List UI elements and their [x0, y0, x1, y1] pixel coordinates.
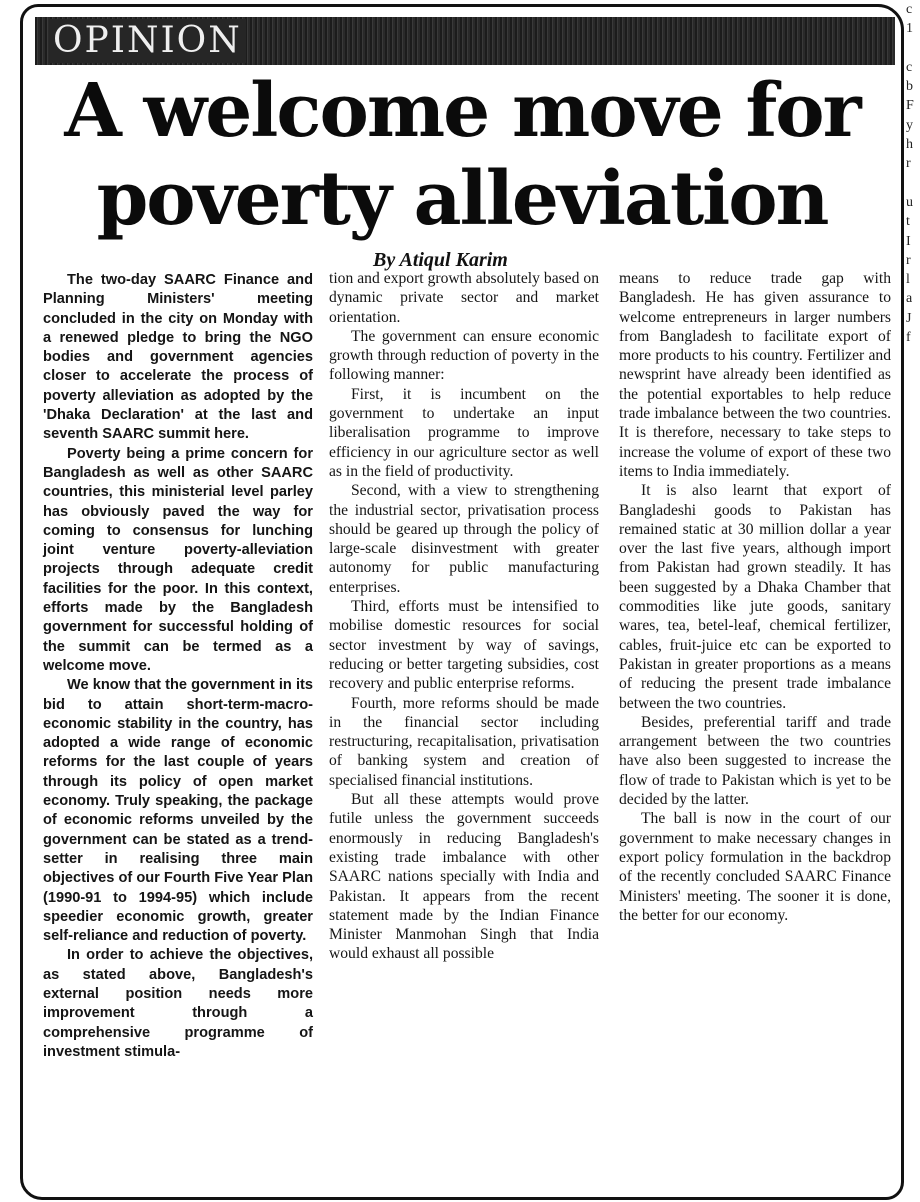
- opinion-article: [20, 4, 904, 1200]
- byline: By Atiqul Karim: [373, 249, 508, 271]
- headline-line-1: A welcome move for: [64, 68, 860, 154]
- paragraph: We know that the government in its bid to attain short-term-macro-economic stability in the country, has adopted a wide range of economic reforms for the last couple of years through its policy of open market economy. Truly speaking, the package of economic reforms unveiled by the government can be stated as a trend-setter in realising three main objectives of our Fourth Five Year Plan (1990-91 to 1994-95) which include speedier economic growth, greater self-reliance and reduction of poverty.: [43, 677, 313, 945]
- paragraph: But all these attempts would prove futile unless the government succeeds enormously in reducing Bangladesh's existing trade imbalance with other SAARC nations specially with India and Pakistan. It appears from the recent statement made by the Indian Finance Minister Manmohan Singh that India would exhaust all possible: [329, 791, 599, 963]
- headline-line-2: poverty alleviation: [96, 156, 828, 242]
- paragraph: The ball is now in the court of our government to make necessary changes in export policy formulation in the backdrop of the recently concluded SAARC Finance Ministers' meeting. The sooner it is done, the better for our economy.: [619, 810, 891, 924]
- column-1: [43, 271, 313, 1062]
- adjacent-column-fragment: c 1 c b F y h r u t I r l a J f: [906, 2, 914, 346]
- paragraph: The two-day SAARC Finance and Planning Ministers' meeting concluded in the city on Monday with a renewed pledge to bring the NGO bodies and government agencies closer to accelerate the process of poverty alleviation as adopted by the 'Dhaka Declaration' at the last and seventh SAARC summit here.: [43, 272, 313, 443]
- paragraph: First, it is incumbent on the government to undertake an input liberalisation programme to improve efficiency in our agriculture sector as well as in the field of productivity.: [329, 385, 599, 480]
- paragraph: Second, with a view to strengthening the industrial sector, privatisation process should be geared up through the policy of large-scale disinvestment with greater autonomy for public manufacturing enterprises.: [329, 482, 599, 596]
- section-label: OPINION: [49, 19, 246, 63]
- section-banner: [35, 17, 895, 65]
- paragraph: Poverty being a prime concern for Bangladesh as well as other SAARC countries, this ministerial level parley has obviously paved the way for coming to consensus for lunching joint venture poverty-alleviation projects through adequate credit facilities for the poor. In this context, efforts made by the Bangladesh government for successful holding of the summit can be termed as a welcome move.: [43, 445, 313, 674]
- paragraph: The government can ensure economic growth through reduction of poverty in the following manner:: [329, 327, 599, 384]
- paragraph: means to reduce trade gap with Bangladesh. He has given assurance to welcome entrepreneurs in larger numbers from Bangladesh to facilitate export of more products to his country. Fertilizer and newsprint have already been identified as the potential exportables to help reduce trade imbalance between the two countries. It is therefore, necessary to take steps to increase the volume of export of these two items to India immediately.: [619, 270, 891, 480]
- paragraph: tion and export growth absolutely based on dynamic private sector and market orientation.: [329, 270, 599, 326]
- paragraph: Fourth, more reforms should be made in the financial sector including restructuring, recapitalisation, privatisation of banking system and creation of specialised financial institutions.: [329, 694, 599, 789]
- column-3: [619, 269, 891, 925]
- paragraph: Besides, preferential tariff and trade arrangement between the two countries have also been suggested to increase the flow of trade to Pakistan which is yet to be decided by the latter.: [619, 713, 891, 809]
- paragraph: In order to achieve the objectives, as stated above, Bangladesh's external position needs more improvement through a comprehensive programme of investment stimula-: [43, 947, 313, 1060]
- paragraph: It is also learnt that export of Bangladeshi goods to Pakistan has remained static at 30 million dollar a year over the last five years, although import from Pakistan had grown steadily. It has been suggested by a Dhaka Chamber that commodities like jute goods, sanitary wares, tea, betel-leaf, chemical fertilizer, cables, fruit-juice etc can be exported to Pakistan in greater proportions as a means of reducing the present trade imbalance between the two countries.: [619, 482, 891, 712]
- column-2: [329, 269, 599, 964]
- paragraph: Third, efforts must be intensified to mobilise domestic resources for social sector investment by way of savings, reducing or better targeting subsidies, cost recovery and public enterprise reforms.: [329, 598, 599, 693]
